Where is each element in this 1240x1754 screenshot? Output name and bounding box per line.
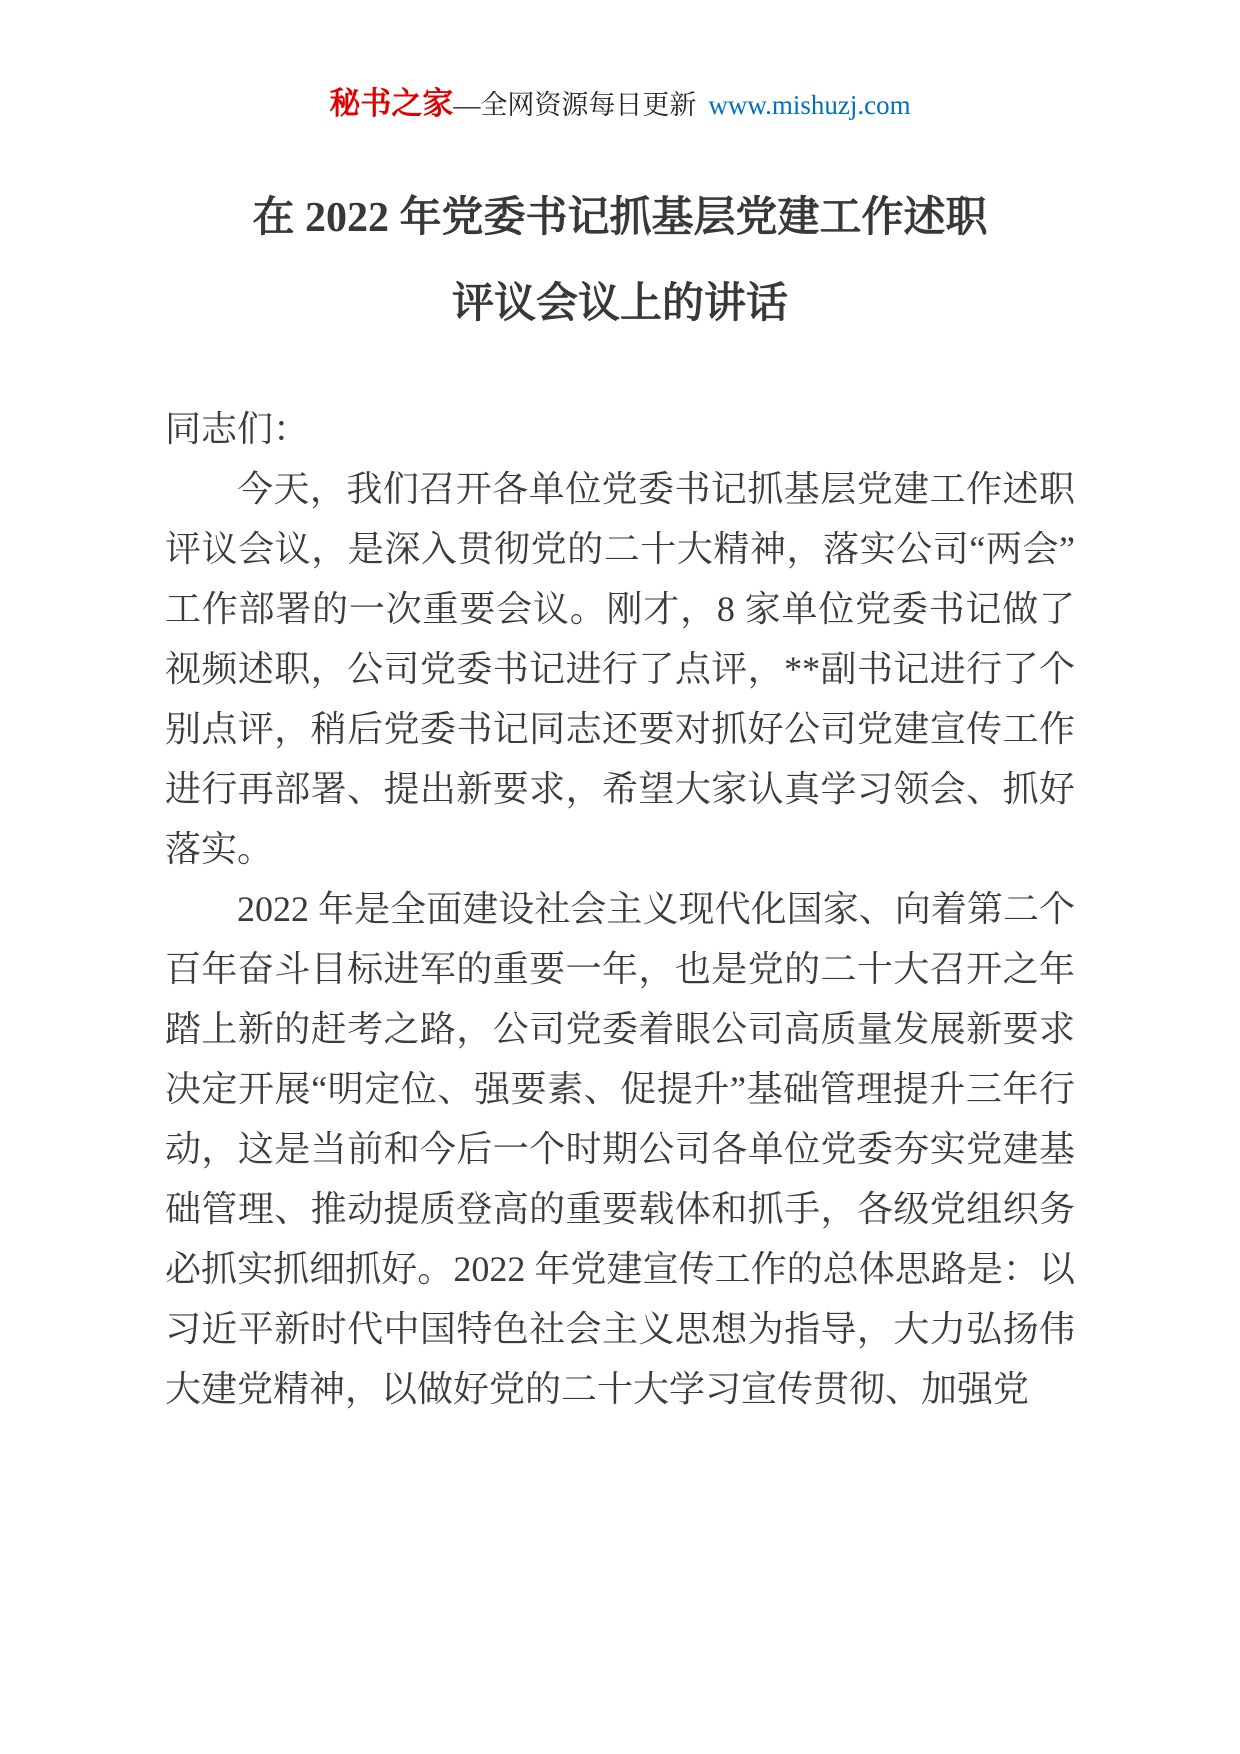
title-line-2: 评议会议上的讲话 <box>451 281 788 328</box>
header-tagline: 全网资源每日更新 <box>480 90 697 120</box>
site-url-link[interactable]: www.mishuzj.com <box>708 90 911 120</box>
salutation: 同志们： <box>165 409 310 450</box>
document-title <box>165 175 1075 347</box>
paragraph-1: 今天，我们召开各单位党委书记抓基层党建工作述职评议会议，是深入贯彻党的二十大精神，落实公司“两会”工作部署的一次重要会议。刚才，8 家单位党委书记做了视频述职，公司党委书记进行了点评，**副书记进行了个别点评，稍后党委书记同志还要对抓好公司党建宣传工作进行再部署、提出新要求，希望大家认真学习领会、抓好落实。 <box>165 469 1075 870</box>
document-body <box>165 399 1075 1419</box>
site-brand: 秘书之家 <box>329 86 454 121</box>
header-dash: — <box>453 90 481 120</box>
site-header <box>165 84 1075 125</box>
paragraph-2: 2022 年是全面建设社会主义现代化国家、向着第二个百年奋斗目标进军的重要一年，也是党的二十大召开之年踏上新的赶考之路，公司党委着眼公司高质量发展新要求决定开展“明定位、强要素、促提升”基础管理提升三年行动，这是当前和今后一个时期公司各单位党委夯实党建基础管理、推动提质登高的重要载体和抓手，各级党组织务必抓实抓细抓好。2022 年党建宣传工作的总体思路是：以习近平新时代中国特色社会主义思想为指导，大力弘扬伟大建党精神，以做好党的二十大学习宣传贯彻、加强党 <box>165 889 1075 1410</box>
title-line-1: 在 2022 年党委书记抓基层党建工作述职 <box>252 195 988 241</box>
